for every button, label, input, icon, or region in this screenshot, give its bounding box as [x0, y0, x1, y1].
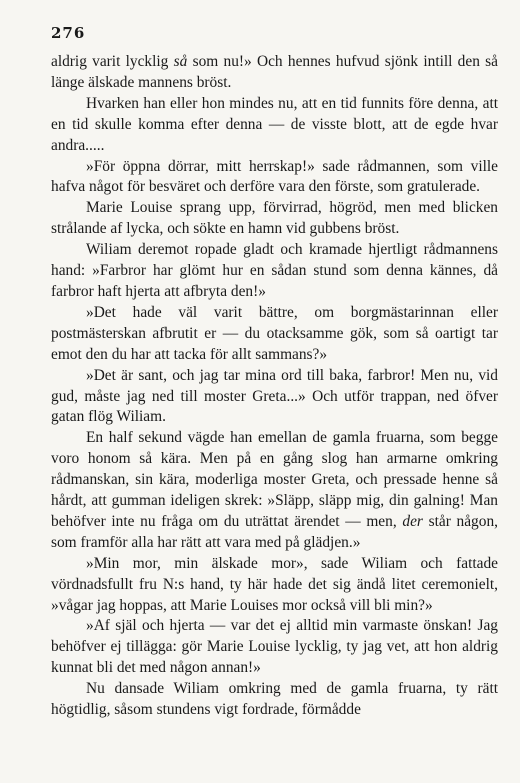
body-text: [51, 52, 498, 721]
paragraph: Nu dansade Wiliam omkring med de gamla fruarna, ty rätt högtidlig, såsom stundens vigt fordrade, förmådde: [51, 680, 498, 719]
paragraph: »Det hade väl varit bättre, om borgmästarinnan eller postmästerskan afbrutit er — du otacksamme gök, som så oartigt tar emot den du har att tacka för allt sammans?»: [51, 303, 498, 363]
paragraph: »För öppna dörrar, mitt herrskap!» sade rådmannen, som ville hafva något för besväret och derföre vara den förste, som gratulerade.: [51, 157, 498, 196]
page-number: 276: [51, 24, 86, 42]
paragraph: Marie Louise sprang upp, förvirrad, högröd, men med blicken strålande af lycka, och sökte en hamn vid gubbens bröst.: [51, 199, 498, 238]
paragraph: »Det är sant, och jag tar mina ord till baka, farbror! Men nu, vid gud, måste jag ned till moster Greta...» Och utför trappan, ned öfver gatan flög Wiliam.: [51, 366, 498, 426]
paragraph: aldrig varit lycklig så som nu!» Och hennes hufvud sjönk intill den så länge älskade mannens bröst.: [51, 53, 498, 91]
paragraph: Hvarken han eller hon mindes nu, att en tid funnits före denna, att en tid skulle komma efter denna — de visste blott, att de egde hvar andra.....: [51, 94, 498, 154]
paragraph: Wiliam deremot ropade gladt och kramade hjertligt rådmannens hand: »Farbror har glömt hur en sådan stund som denna kännes, då farbror haft hjerta att afbryta den!»: [51, 241, 498, 300]
paragraph: En half sekund vägde han emellan de gamla fruarna, som begge voro honom så kära. Men på en gång slog han armarne omkring rådmanskan, sin kära, moderliga moster Greta, och pressade henne så hårdt, att gumman ideligen skrek: »Släpp, släpp mig, din galning! Man behöfver inte nu fråga om du uträttat ärendet — men, der står någon, som framför alla har rätt att vara med på glädjen.»: [51, 429, 498, 551]
paragraph: »Min mor, min älskade mor», sade Wiliam och fattade vördnadsfullt fru N:s hand, ty här hade det sig ändå litet ceremonielt, »vågar jag hoppas, att Marie Louises mor också vill bli min?»: [51, 554, 498, 614]
paragraph: »Af själ och hjerta — var det ej alltid min varmaste önskan! Jag behöfver ej tillägga: gör Marie Louise lycklig, ty jag vet, att hon aldrig kunnat bli det med någon annan!»: [51, 617, 498, 677]
